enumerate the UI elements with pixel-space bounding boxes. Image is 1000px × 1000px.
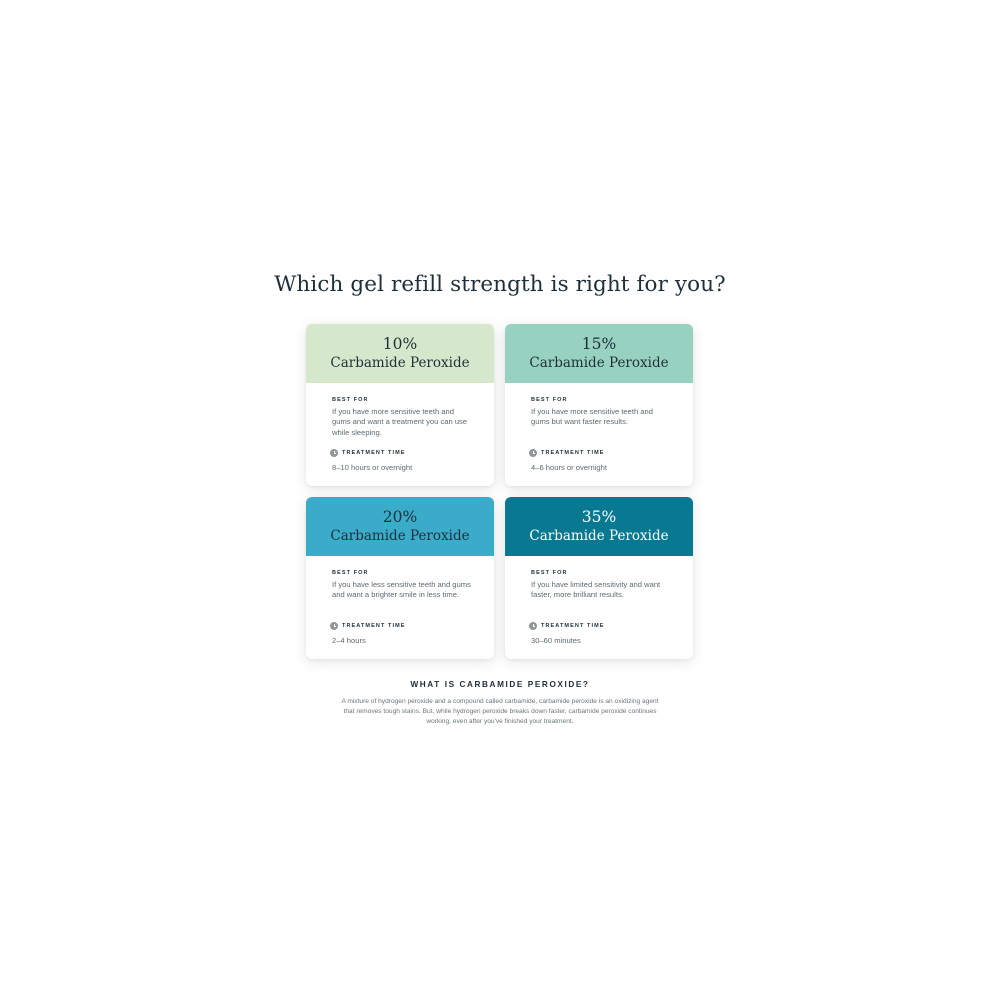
card-percent: 10%	[382, 334, 418, 353]
treatment-time-value: 4–6 hours or overnight	[531, 463, 607, 472]
best-for-label: BEST FOR	[531, 570, 568, 576]
card-header	[306, 497, 494, 556]
card-header	[505, 324, 693, 383]
treatment-time-label: TREATMENT TIME	[541, 450, 605, 456]
card-35-percent	[505, 497, 693, 659]
treatment-time-value: 8–10 hours or overnight	[332, 463, 413, 472]
card-10-percent	[306, 324, 494, 486]
best-for-label: BEST FOR	[332, 397, 369, 403]
card-header	[505, 497, 693, 556]
card-body	[306, 556, 494, 659]
treatment-time-value: 2–4 hours	[332, 636, 366, 645]
best-for-description: If you have more sensitive teeth and gums but want faster results.	[531, 407, 653, 427]
clock-icon	[529, 449, 537, 457]
card-body	[306, 383, 494, 486]
card-percent: 20%	[382, 507, 418, 526]
card-product-name: Carbamide Peroxide	[330, 354, 470, 371]
card-product-name: Carbamide Peroxide	[529, 354, 669, 371]
info-text: A mixture of hydrogen peroxide and a compound called carbamide, carbamide peroxide is an oxidizing agent that removes tough stains. But, while hydrogen peroxide breaks down faster, carbamide peroxide continues working, even after you've finished your treatment.	[341, 698, 659, 725]
treatment-time-label: TREATMENT TIME	[342, 623, 406, 629]
card-body	[505, 556, 693, 659]
clock-icon	[529, 622, 537, 630]
card-percent: 15%	[581, 334, 617, 353]
best-for-description: If you have less sensitive teeth and gums and want a brighter smile in less time.	[332, 580, 471, 600]
treatment-time-value: 30–60 minutes	[531, 636, 581, 645]
treatment-time-row	[330, 622, 406, 630]
treatment-time-row	[529, 622, 605, 630]
best-for-description: If you have limited sensitivity and want faster, more brilliant results.	[531, 580, 661, 600]
info-heading: WHAT IS CARBAMIDE PEROXIDE?	[410, 680, 590, 689]
card-20-percent	[306, 497, 494, 659]
treatment-time-label: TREATMENT TIME	[541, 623, 605, 629]
best-for-description: If you have more sensitive teeth and gums and want a treatment you can use while sleeping.	[332, 407, 468, 437]
card-product-name: Carbamide Peroxide	[330, 527, 470, 544]
clock-icon	[330, 622, 338, 630]
page-title: Which gel refill strength is right for you?	[274, 272, 726, 297]
clock-icon	[330, 449, 338, 457]
treatment-time-label: TREATMENT TIME	[342, 450, 406, 456]
card-header	[306, 324, 494, 383]
card-15-percent	[505, 324, 693, 486]
treatment-time-row	[529, 449, 605, 457]
treatment-time-row	[330, 449, 406, 457]
best-for-label: BEST FOR	[531, 397, 568, 403]
card-product-name: Carbamide Peroxide	[529, 527, 669, 544]
card-body	[505, 383, 693, 486]
card-percent: 35%	[581, 507, 617, 526]
best-for-label: BEST FOR	[332, 570, 369, 576]
